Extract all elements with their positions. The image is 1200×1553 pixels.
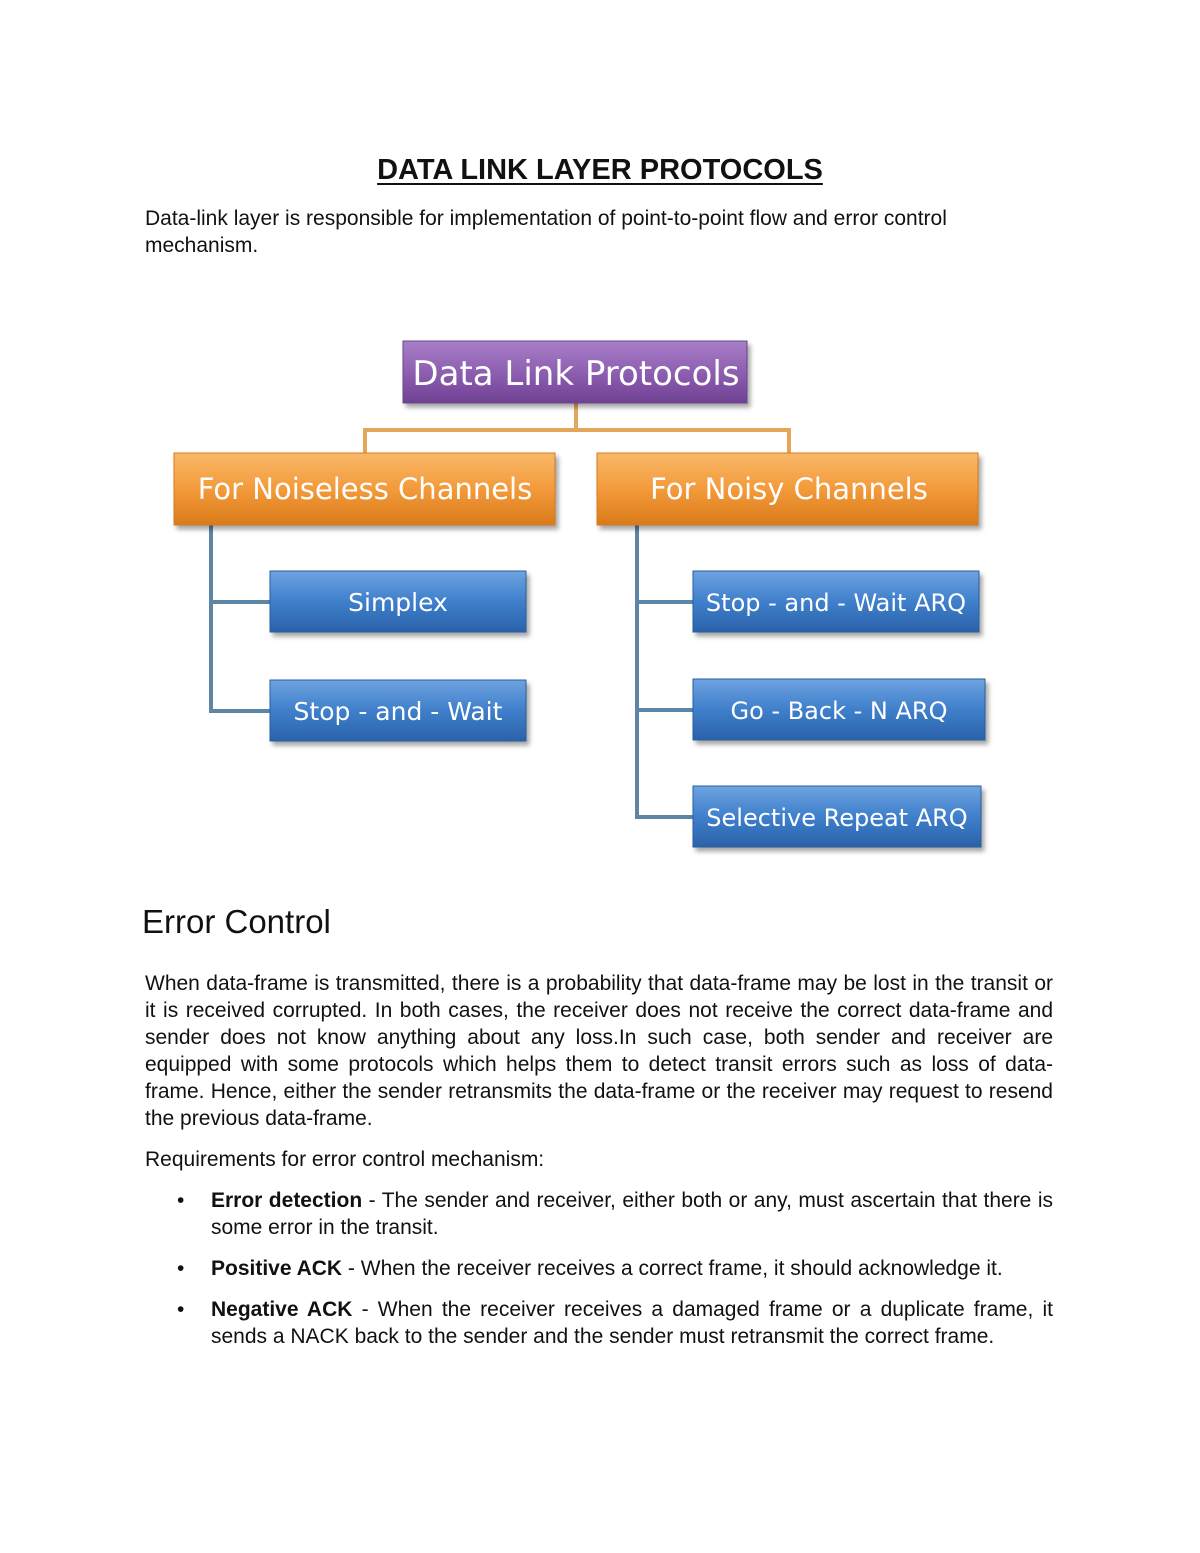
requirement-desc: - The sender and receiver, either both or any, must ascertain that there is some error in the transit. [211,1189,1053,1239]
requirement-term: Negative ACK [211,1298,353,1321]
leaf-label: Stop - and - Wait [293,697,503,726]
noisy-connector [637,525,693,817]
category-label: For Noisy Channels [650,472,928,506]
leaf-go-back-n-arq [693,679,985,740]
requirement-term: Error detection [211,1189,363,1212]
root-node [403,341,747,403]
list-item [175,1187,1053,1241]
leaf-stop-and-wait [270,680,526,741]
list-item [175,1255,1053,1282]
leaf-stop-and-wait-arq [693,571,979,632]
requirement-term: Positive ACK [211,1257,343,1280]
category-noiseless [174,453,555,525]
leaf-simplex [270,571,526,632]
category-label: For Noiseless Channels [197,472,533,506]
list-item [175,1296,1053,1350]
bullet: • [177,1298,185,1321]
bullet: • [177,1189,185,1212]
bullet: • [177,1257,185,1280]
section-heading: Error Control [142,903,331,940]
requirement-desc: - When the receiver receives a damaged frame or a duplicate frame, it sends a NACK back to the sender and the sender must retransmit the correct frame. [211,1298,1053,1348]
leaf-label: Simplex [348,588,448,617]
error-control-paragraph: When data-frame is transmitted, there is a probability that data-frame may be lost in the transit or it is received corrupted. In both cases, the receiver does not receive the correct data-frame and sender does not know anything about any loss.In such case, both sender and receiver are equipped with some protocols which helps them to detect transit errors such as loss of data-frame. Hence, either the sender retransmits the data-frame or the receiver may request to resend the previous data-frame. [145,972,1053,1130]
requirements-intro: Requirements for error control mechanism: [145,1148,545,1171]
leaf-label: Selective Repeat ARQ [706,804,968,832]
noiseless-connector [211,525,270,711]
intro-paragraph: Data-link layer is responsible for implementation of point-to-point flow and error control mechanism. [145,207,947,257]
leaf-label: Stop - and - Wait ARQ [705,589,967,617]
protocols-diagram [0,320,1200,880]
requirement-desc: - When the receiver receives a correct frame, it should acknowledge it. [342,1257,1003,1280]
page-title: DATA LINK LAYER PROTOCOLS [377,154,823,186]
root-label: Data Link Protocols [412,354,740,394]
category-noisy [597,453,978,525]
leaf-label: Go - Back - N ARQ [730,697,948,725]
requirements-list [175,1187,1053,1364]
leaf-selective-repeat-arq [693,786,981,847]
root-connector [365,403,789,453]
